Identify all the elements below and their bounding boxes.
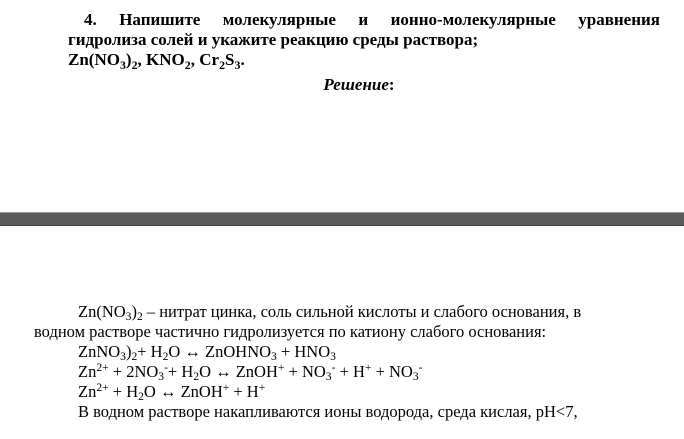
salt-1: $Zn(NO_3)_2$ — [68, 50, 138, 72]
equation-short-ionic: $Zn^{2+} + H_2O$ ↔ ZnOH+ + H+ — [78, 382, 266, 404]
page-bottom — [0, 226, 684, 439]
intro-text-1: – нитрат цинка, соль сильной кислоты и слабого основания, в — [142, 302, 582, 321]
intro-formula: $Zn(NO_3)_2$ — [78, 302, 143, 324]
salt-2: $KNO_2$ — [146, 50, 191, 72]
solution-heading-colon: : — [388, 75, 395, 94]
conclusion-line: В водном растворе накапливаются ионы водорода, среда кислая, рН<7, — [78, 402, 578, 421]
problem-line-2: гидролиза солей и укажите реакцию среды раствора; — [68, 30, 479, 49]
intro-line-2: водном растворе частично гидролизуется по катиону слабого основания: — [34, 322, 547, 341]
problem-line-1 — [68, 10, 660, 30]
problem-salts: $Zn(NO_3)_2$, $KNO_2$, $Cr_2S_3$. — [68, 50, 245, 72]
problem-statement — [68, 10, 660, 70]
equation-molecular: $ZnNO_3)_2+ H_2O$ ↔ ZnOHNO$_3$ + $HNO_3$ — [78, 342, 336, 364]
solution-heading-text: Решение — [323, 75, 389, 94]
solution-body — [34, 302, 664, 422]
problem-number: 4. — [84, 10, 97, 29]
solution-heading — [0, 75, 684, 95]
equation-full-ionic: $Zn^{2+} + 2NO_3^-+ H_2O$ ↔ ZnOH+ + $NO_3^- + H^+ + NO_3^-$ — [78, 362, 423, 384]
intro-line-1 — [34, 302, 664, 322]
problem-text-line-1: Напишите молекулярные и ионно-молекулярные уравнения — [119, 10, 661, 29]
page-top — [0, 0, 684, 212]
page-break-divider — [0, 212, 684, 226]
salt-3: $Cr_2S_3$ — [199, 50, 241, 72]
